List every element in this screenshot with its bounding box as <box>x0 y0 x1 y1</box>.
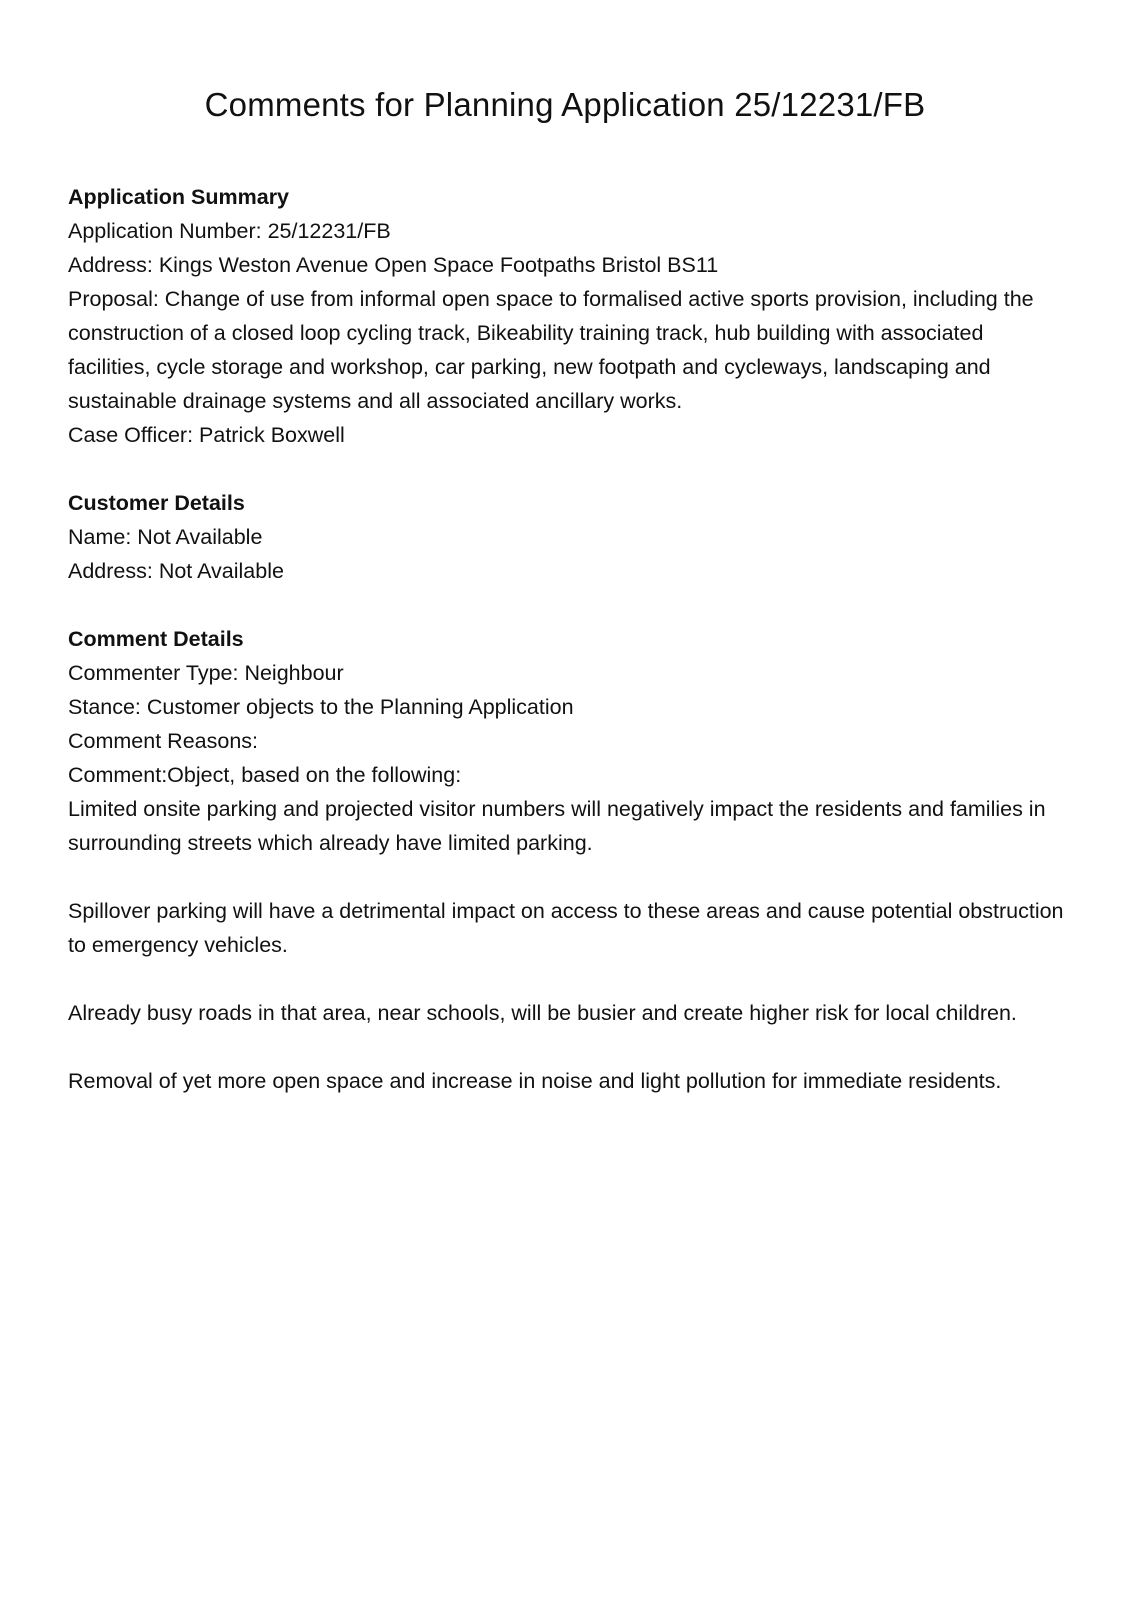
comment-paragraph: Limited onsite parking and projected visitor numbers will negatively impact the residents and families in surrounding streets which already have limited parking. <box>68 797 1046 855</box>
commenter-type: Commenter Type: Neighbour <box>68 661 344 685</box>
document-title: Comments for Planning Application 25/12231/FB <box>204 86 926 123</box>
document-body <box>68 180 1068 1132</box>
comment-paragraph: Removal of yet more open space and increase in noise and light pollution for immediate residents. <box>68 1069 1002 1093</box>
comment-paragraph: Spillover parking will have a detrimental impact on access to these areas and cause potential obstruction to emergency vehicles. <box>68 899 1064 957</box>
customer-name: Name: Not Available <box>68 525 263 549</box>
case-officer: Case Officer: Patrick Boxwell <box>68 423 345 447</box>
application-summary-section <box>68 180 1068 452</box>
customer-details-section <box>68 486 1068 588</box>
comment-intro: Comment:Object, based on the following: <box>68 763 462 787</box>
comment-paragraph: Already busy roads in that area, near schools, will be busier and create higher risk for local children. <box>68 1001 1017 1025</box>
application-number: Application Number: 25/12231/FB <box>68 219 391 243</box>
customer-details-heading: Customer Details <box>68 491 245 515</box>
comment-details-section <box>68 622 1068 1098</box>
comment-details-heading: Comment Details <box>68 627 244 651</box>
stance: Stance: Customer objects to the Planning Application <box>68 695 574 719</box>
application-summary-heading: Application Summary <box>68 185 290 209</box>
application-address: Address: Kings Weston Avenue Open Space Footpaths Bristol BS11 <box>68 253 719 277</box>
customer-address: Address: Not Available <box>68 559 284 583</box>
comment-reasons: Comment Reasons: <box>68 729 258 753</box>
application-proposal: Proposal: Change of use from informal open space to formalised active sports provision, including the construction of a closed loop cycling track, Bikeability training track, hub building with associated facilities, cycle storage and workshop, car parking, new footpath and cycleways, landscaping and sustainable drainage systems and all associated ancillary works. <box>68 287 1034 413</box>
